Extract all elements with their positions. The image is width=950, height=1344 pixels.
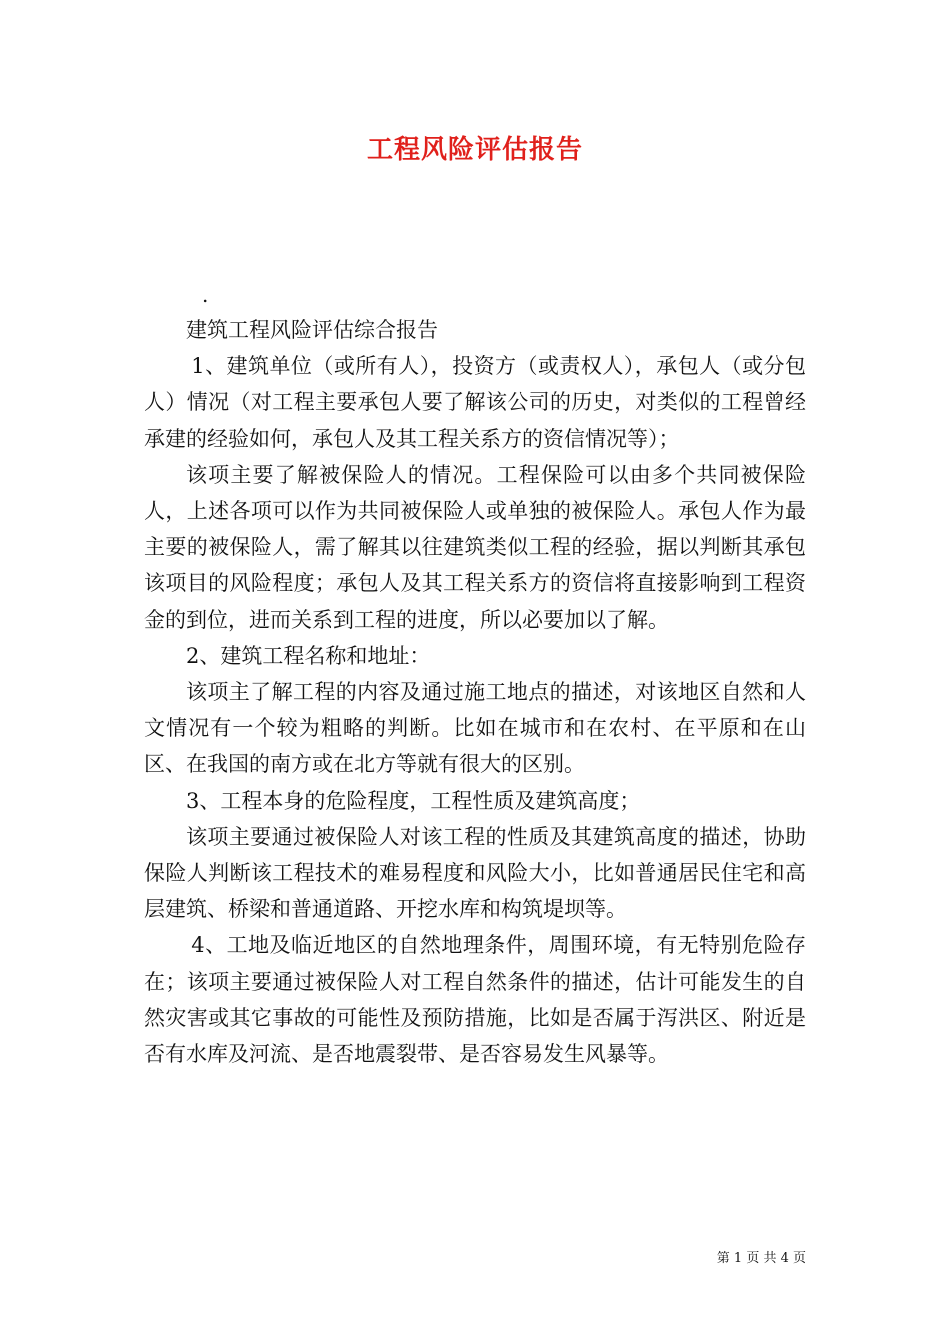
page-number: 第 1 页 共 4 页 xyxy=(716,1251,806,1266)
paragraph-item-3: 3、工程本身的危险程度，工程性质及建筑高度； xyxy=(186,788,641,813)
paragraph-item-4: 4、工地及临近地区的自然地理条件，周围环境，有无特别危险存在；该项主要通过被保险人对工程自然条件的描述，估计可能发生的自然灾害或其它事故的可能性及预防措施，比如是否属于泻洪区、附近是否有水库及河流、是否地震裂带、是否容易发生风暴等。 xyxy=(144,933,806,1067)
document-body xyxy=(144,312,806,1072)
paragraph-item-1: 1、建筑单位（或所有人），投资方（或责权人），承包人（或分包人）情况（对工程主要承包人要了解该公司的历史，对类似的工程曾经承建的经验如何，承包人及其工程关系方的资信情况等）； xyxy=(144,354,806,451)
page-title: 工程风险评估报告 xyxy=(366,135,583,165)
paragraph-item-2-explanation: 该项主了解工程的内容及通过施工地点的描述，对该地区自然和人文情况有一个较为粗略的判断。比如在城市和在农村、在平原和在山区、在我国的南方或在北方等就有很大的区别。 xyxy=(144,680,806,777)
paragraph-item-2: 2、建筑工程名称和地址： xyxy=(186,643,431,668)
paragraph-item-3-explanation: 该项主要通过被保险人对该工程的性质及其建筑高度的描述，协助保险人判断该工程技术的难易程度和风险大小，比如普通居民住宅和高层建筑、桥梁和普通道路、开挖水库和构筑堤坝等。 xyxy=(144,824,806,922)
leading-dot: . xyxy=(202,283,209,307)
paragraph-subtitle: 建筑工程风险评估综合报告 xyxy=(186,318,438,342)
paragraph-item-1-explanation: 该项主要了解被保险人的情况。工程保险可以由多个共同被保险人，上述各项可以作为共同被保险人或单独的被保险人。承包人作为最主要的被保险人，需了解其以往建筑类似工程的经验，据以判断其承包该项目的风险程度；承包人及其工程关系方的资信将直接影响到工程资金的到位，进而关系到工程的进度，所以必要加以了解。 xyxy=(144,462,806,632)
